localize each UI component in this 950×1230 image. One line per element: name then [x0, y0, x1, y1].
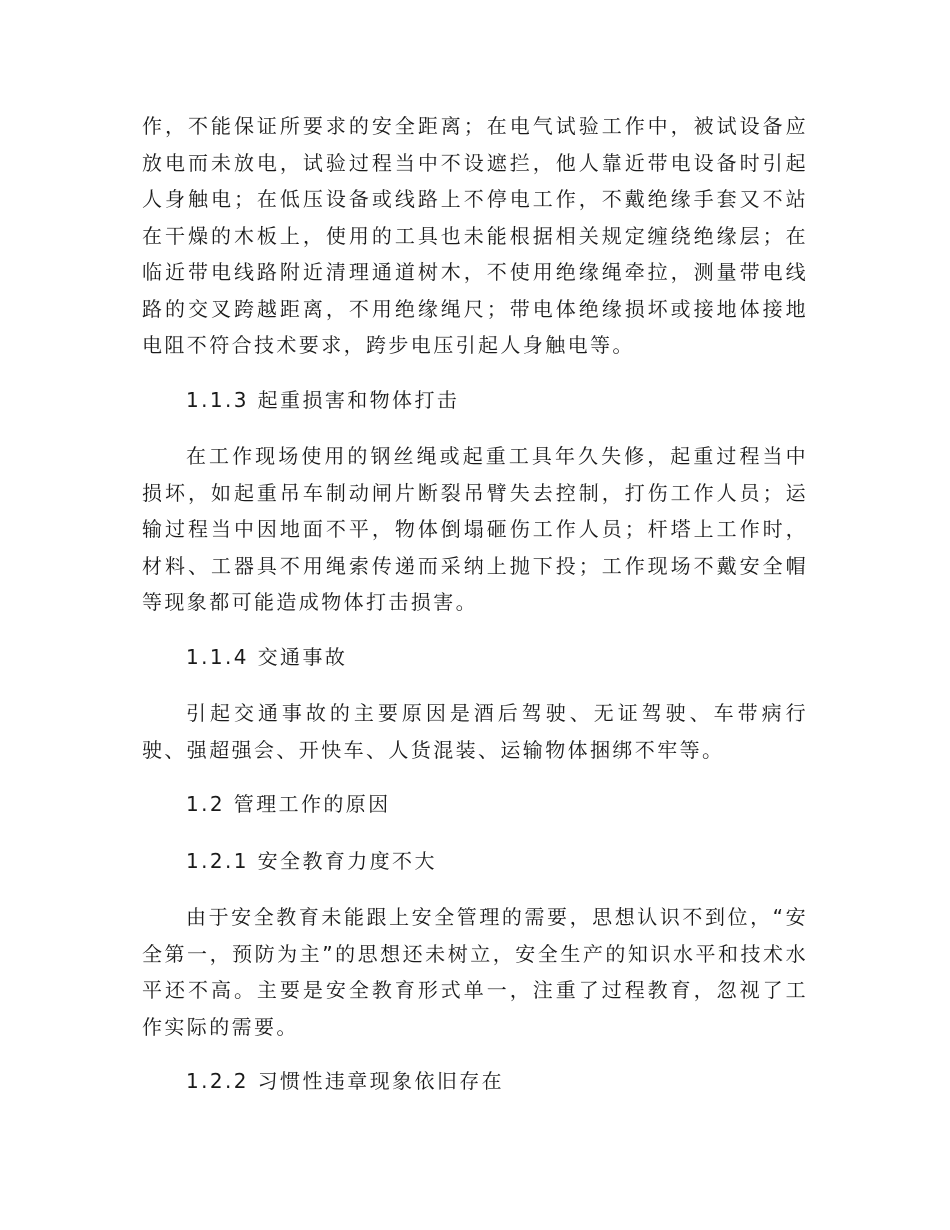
paragraph-lifting-injury: 在工作现场使用的钢丝绳或起重工具年久失修，起重过程当中损坏，如起重吊车制动闸片断裂吊臂失去控制，打伤工作人员；运输过程当中因地面不平，物体倒塌砸伤工作人员；杆塔上工作时，材料、工器具不用绳索传递而采纳上抛下投；工作现场不戴安全帽等现象都可能造成物体打击损害。	[142, 444, 808, 614]
heading-1-2: 1.2 管理工作的原因	[186, 792, 391, 816]
document-body	[142, 108, 808, 1120]
heading-1-2-2: 1.2.2 习惯性违章现象依旧存在	[186, 1069, 505, 1093]
heading-1-2-1: 1.2.1 安全教育力度不大	[186, 848, 437, 873]
heading-1-1-3: 1.1.3 起重损害和物体打击	[186, 387, 460, 412]
paragraph-electric-shock-causes: 作，不能保证所要求的安全距离；在电气试验工作中，被试设备应放电而未放电，试验过程当中不设遮拦，他人靠近带电设备时引起人身触电；在低压设备或线路上不停电工作，不戴绝缘手套又不站在干燥的木板上，使用的工具也未能根据相关规定缠绕绝缘层；在临近带电线路附近清理通道树木，不使用绝缘绳牵拉，测量带电线路的交叉跨越距离，不用绝缘绳尺；带电体绝缘损坏或接地体接地电阻不符合技术要求，跨步电压引起人身触电等。	[142, 114, 808, 357]
paragraph-traffic-accident: 引起交通事故的主要原因是酒后驾驶、无证驾驶、车带病行驶、强超强会、开快车、人货混装、运输物体捆绑不牢等。	[142, 701, 808, 762]
heading-1-1-4: 1.1.4 交通事故	[186, 644, 348, 669]
paragraph-safety-education: 由于安全教育未能跟上安全管理的需要，思想认识不到位，“安全第一，预防为主”的思想还未树立，安全生产的知识水平和技术水平还不高。主要是安全教育形式单一，注重了过程教育，忽视了工作实际的需要。	[142, 905, 808, 1039]
